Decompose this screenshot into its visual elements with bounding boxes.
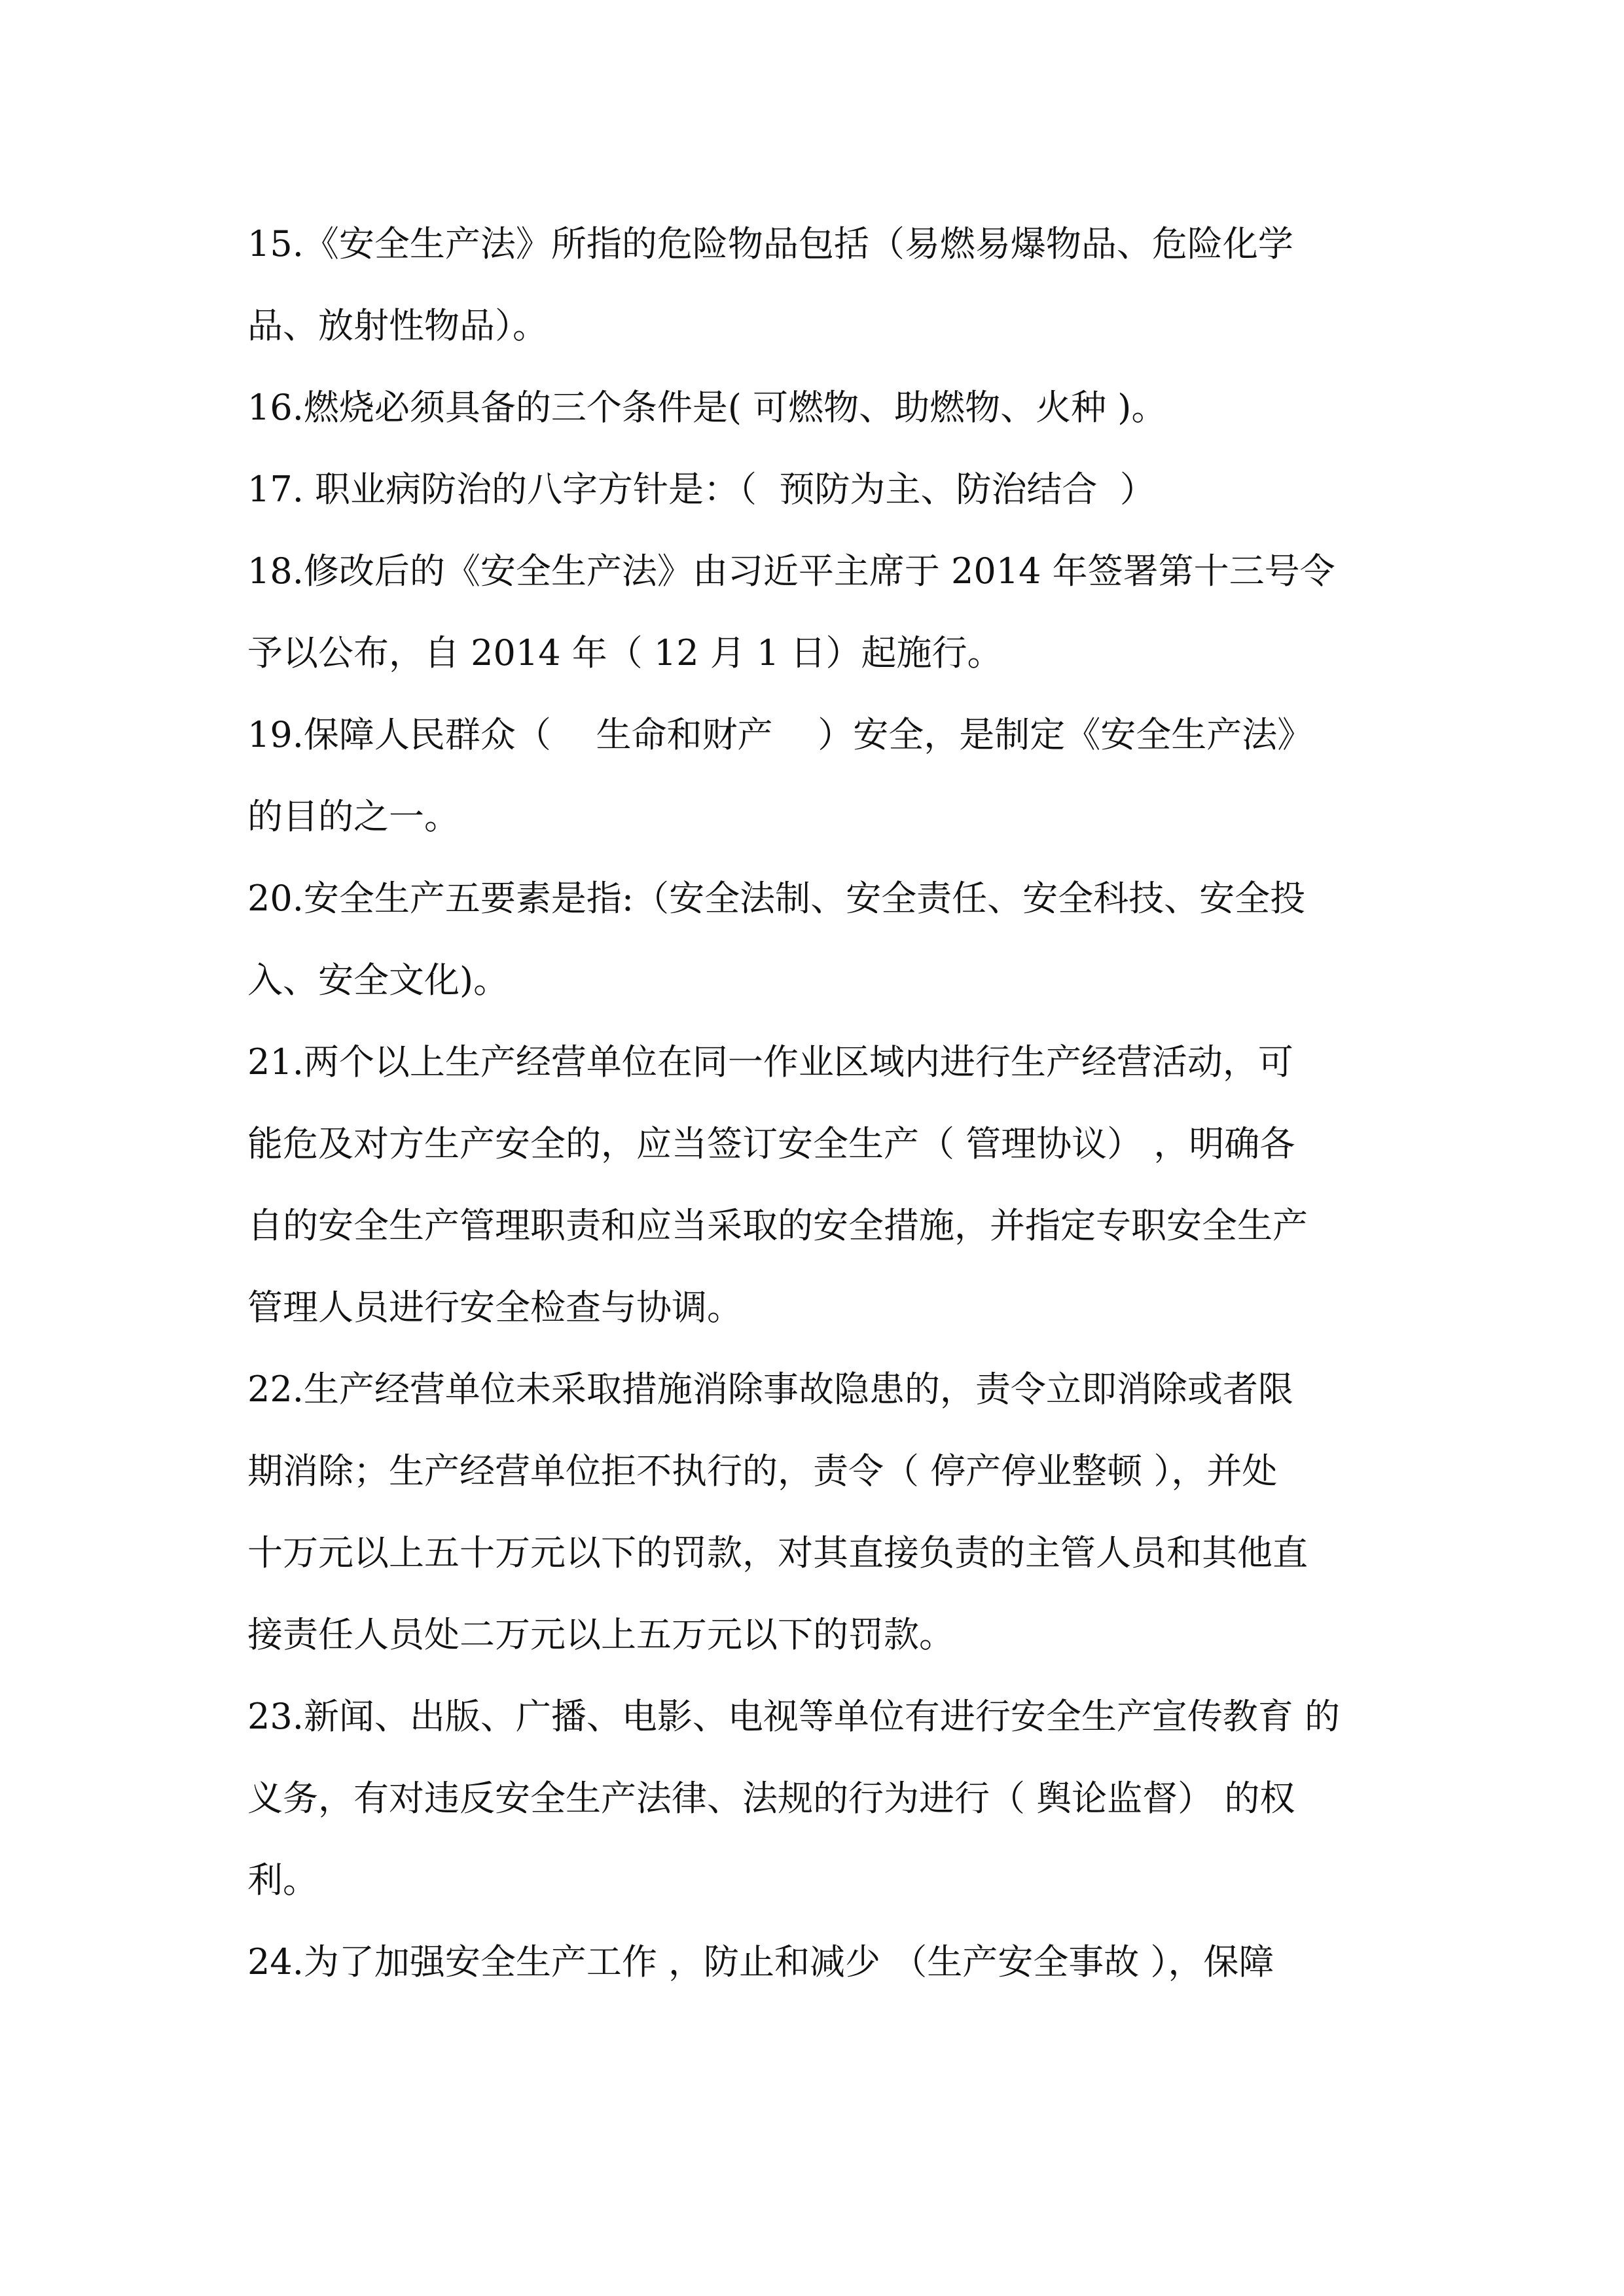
question-21-line-4: 管理人员进行安全检查与协调。 bbox=[247, 1287, 742, 1328]
question-20-line-2: 入、安全文化)。 bbox=[247, 960, 509, 1001]
question-18-line-2: 予以公布，自 2014 年（ 12 月 1 日）起施行。 bbox=[247, 632, 1003, 673]
question-22-line-3: 十万元以上五十万元以下的罚款，对其直接负责的主管人员和其他直 bbox=[247, 1532, 1308, 1573]
question-22-line-2: 期消除；生产经营单位拒不执行的，责令（ 停产停业整顿 ），并处 bbox=[247, 1450, 1278, 1492]
question-21-line-1: 21.两个以上生产经营单位在同一作业区域内进行生产经营活动，可 bbox=[247, 1041, 1293, 1083]
question-23-line-2: 义务，有对违反安全生产法律、法规的行为进行（ 舆论监督） 的权 bbox=[247, 1778, 1295, 1819]
question-22-line-4: 接责任人员处二万元以上五万元以下的罚款。 bbox=[247, 1614, 954, 1655]
question-23-line-3: 利。 bbox=[247, 1859, 318, 1901]
question-22-line-1: 22.生产经营单位未采取措施消除事故隐患的，责令立即消除或者限 bbox=[247, 1369, 1293, 1410]
question-18-line-1: 18.修改后的《安全生产法》由习近平主席于 2014 年签署第十三号令 bbox=[247, 550, 1335, 592]
question-21-line-2: 能危及对方生产安全的，应当签订安全生产（ 管理协议） ，明确各 bbox=[247, 1123, 1295, 1164]
question-17-line-1: 17. 职业病防治的八字方针是：（ 预防为主、防治结合 ） bbox=[247, 469, 1155, 510]
question-20-line-1: 20.安全生产五要素是指:（安全法制、安全责任、安全科技、安全投 bbox=[247, 878, 1306, 919]
question-21-line-3: 自的安全生产管理职责和应当采取的安全措施，并指定专职安全生产 bbox=[247, 1205, 1308, 1246]
question-19-line-2: 的目的之一。 bbox=[247, 796, 460, 837]
question-23-line-1: 23.新闻、出版、广播、电影、电视等单位有进行安全生产宣传教育 的 bbox=[247, 1696, 1341, 1737]
question-15-line-2: 品、放射性物品）。 bbox=[247, 305, 548, 346]
question-19-line-1: 19.保障人民群众（ 生命和财产 ）安全，是制定《安全生产法》 bbox=[247, 714, 1313, 755]
question-16-line-1: 16.燃烧必须具备的三个条件是( 可燃物、助燃物、火种 )。 bbox=[247, 387, 1167, 428]
question-15-line-1: 15.《安全生产法》所指的危险物品包括（易燃易爆物品、危险化学 bbox=[247, 223, 1293, 264]
question-24-line-1: 24.为了加强安全生产工作 ，防止和减少 （生产安全事故 ），保障 bbox=[247, 1941, 1274, 1982]
